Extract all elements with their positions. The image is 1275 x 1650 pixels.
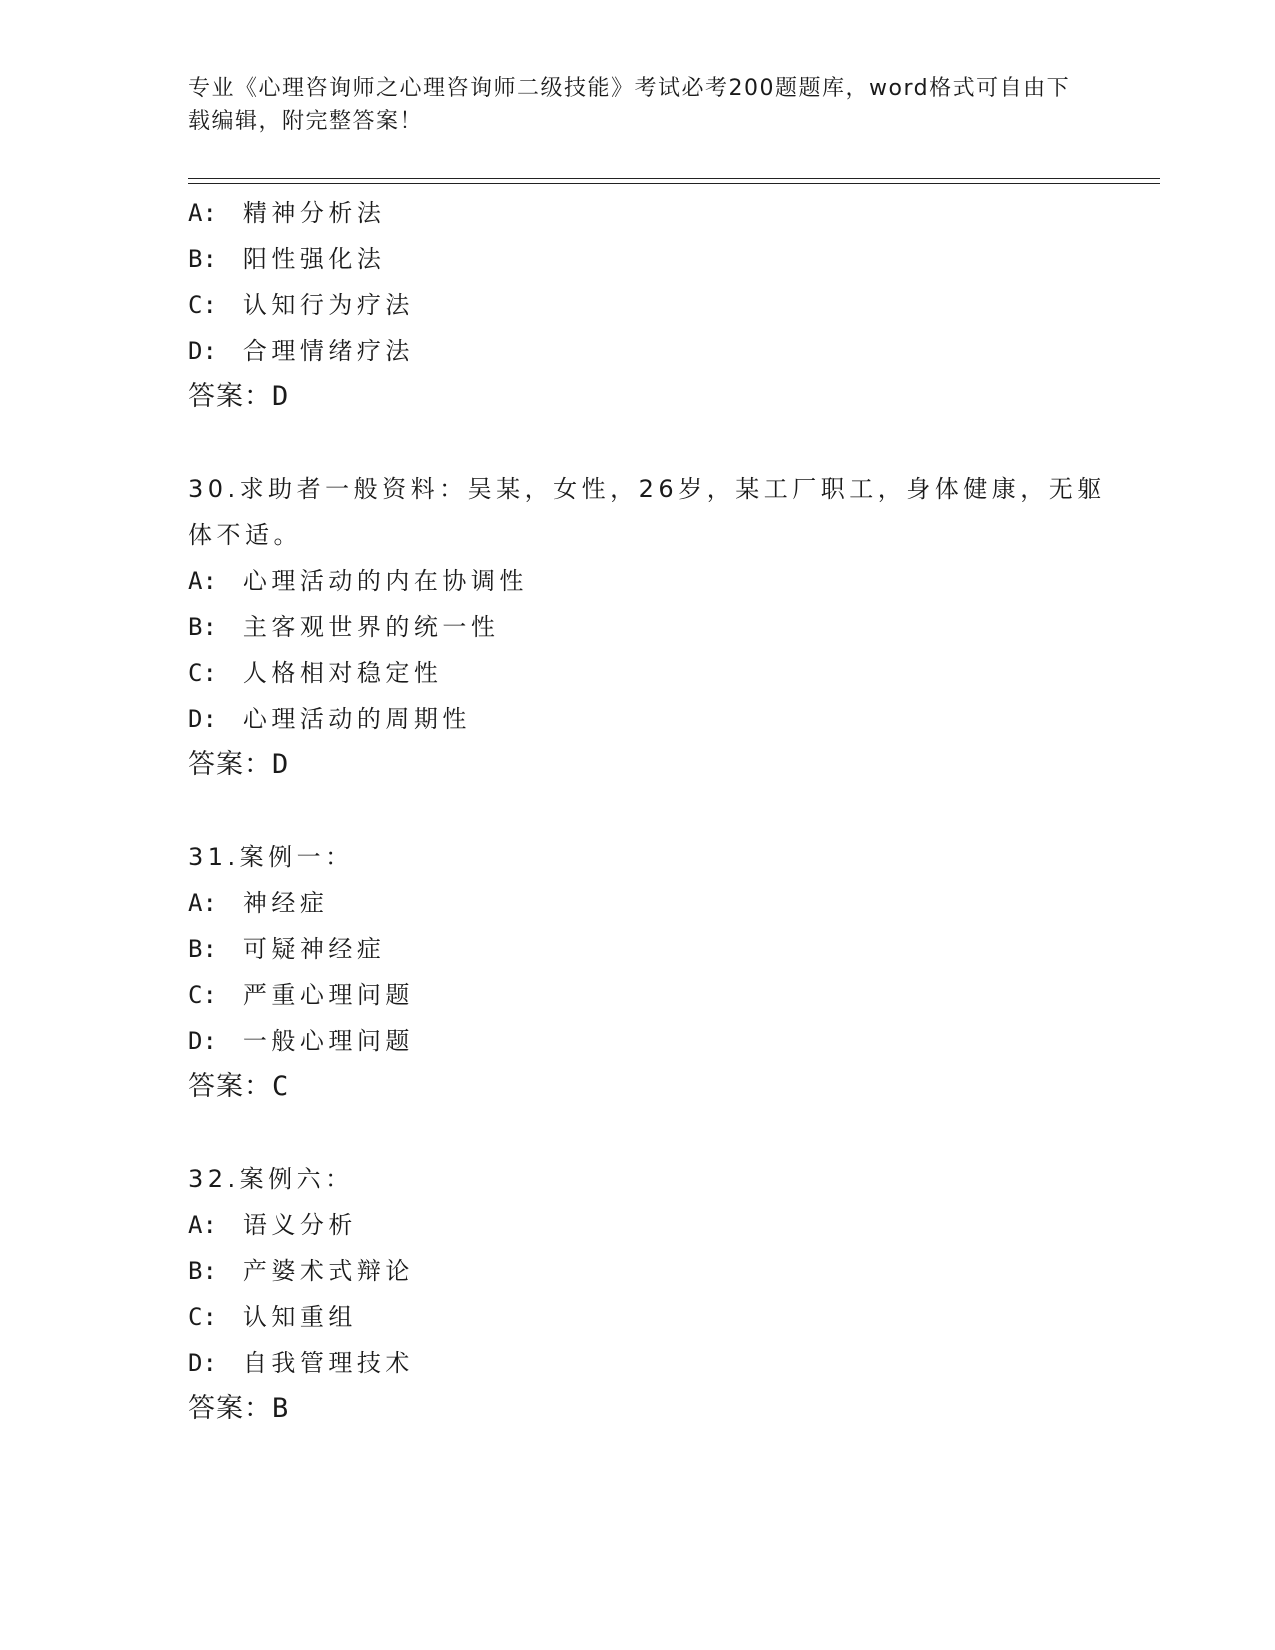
answer-line bbox=[188, 742, 1128, 788]
option-letter: D bbox=[188, 337, 203, 365]
answer-value: C bbox=[272, 1071, 290, 1102]
option-separator: : bbox=[202, 567, 217, 595]
option-letter: A bbox=[188, 1211, 203, 1239]
option-text: 神经症 bbox=[242, 889, 329, 917]
option-text: 人格相对稳定性 bbox=[242, 659, 443, 687]
option-separator: : bbox=[202, 1303, 217, 1331]
option-separator: : bbox=[202, 199, 217, 227]
option-letter: C bbox=[188, 291, 203, 319]
question-stem: 31.案例一： bbox=[188, 843, 354, 871]
header-divider-top bbox=[188, 178, 1160, 179]
option-separator: : bbox=[202, 981, 217, 1009]
option-letter: A bbox=[188, 567, 203, 595]
option-text: 一般心理问题 bbox=[242, 1027, 414, 1055]
option-a bbox=[188, 558, 1128, 604]
option-letter: D bbox=[188, 1349, 203, 1377]
option-d bbox=[188, 328, 1128, 374]
option-text: 自我管理技术 bbox=[242, 1349, 414, 1377]
option-text: 心理活动的内在协调性 bbox=[242, 567, 528, 595]
option-letter: C bbox=[188, 659, 203, 687]
answer-label: 答案： bbox=[188, 749, 272, 780]
option-a bbox=[188, 190, 1128, 236]
option-separator: : bbox=[202, 935, 217, 963]
answer-label: 答案： bbox=[188, 1393, 272, 1424]
answer-label: 答案： bbox=[188, 1071, 272, 1102]
answer-value: B bbox=[272, 1393, 290, 1424]
option-text: 合理情绪疗法 bbox=[242, 337, 414, 365]
option-separator: : bbox=[202, 1257, 217, 1285]
option-letter: B bbox=[188, 245, 203, 273]
option-text: 产婆术式辩论 bbox=[242, 1257, 414, 1285]
answer-line bbox=[188, 1064, 1128, 1110]
option-text: 认知重组 bbox=[242, 1303, 357, 1331]
option-d bbox=[188, 1340, 1128, 1386]
option-b bbox=[188, 236, 1128, 282]
option-d bbox=[188, 1018, 1128, 1064]
option-separator: : bbox=[202, 1211, 217, 1239]
question-block-31 bbox=[188, 834, 1128, 1110]
option-separator: : bbox=[202, 245, 217, 273]
option-text: 主客观世界的统一性 bbox=[242, 613, 500, 641]
document-body bbox=[188, 190, 1128, 1478]
option-letter: A bbox=[188, 889, 203, 917]
option-text: 阳性强化法 bbox=[242, 245, 386, 273]
option-c bbox=[188, 282, 1128, 328]
header-divider-bottom bbox=[188, 183, 1160, 184]
question-block-30 bbox=[188, 466, 1128, 788]
option-a bbox=[188, 880, 1128, 926]
option-letter: C bbox=[188, 1303, 203, 1331]
option-text: 语义分析 bbox=[242, 1211, 357, 1239]
option-letter: D bbox=[188, 1027, 203, 1055]
option-c bbox=[188, 972, 1128, 1018]
option-text: 心理活动的周期性 bbox=[242, 705, 471, 733]
option-separator: : bbox=[202, 1349, 217, 1377]
answer-line bbox=[188, 374, 1128, 420]
option-letter: B bbox=[188, 935, 203, 963]
option-d bbox=[188, 696, 1128, 742]
option-text: 可疑神经症 bbox=[242, 935, 386, 963]
option-b bbox=[188, 604, 1128, 650]
option-text: 精神分析法 bbox=[242, 199, 386, 227]
question-stem: 30.求助者一般资料：吴某，女性，26岁，某工厂职工，身体健康，无躯体不适。 bbox=[188, 475, 1106, 549]
option-separator: : bbox=[202, 659, 217, 687]
answer-label: 答案： bbox=[188, 381, 272, 412]
option-separator: : bbox=[202, 291, 217, 319]
option-text: 认知行为疗法 bbox=[242, 291, 414, 319]
option-letter: B bbox=[188, 1257, 203, 1285]
question-block-32 bbox=[188, 1156, 1128, 1432]
option-a bbox=[188, 1202, 1128, 1248]
option-letter: B bbox=[188, 613, 203, 641]
option-letter: D bbox=[188, 705, 203, 733]
option-letter: A bbox=[188, 199, 203, 227]
answer-line bbox=[188, 1386, 1128, 1432]
header-intro-text: 专业《心理咨询师之心理咨询师二级技能》考试必考200题题库，word格式可自由下载编辑，附完整答案！ bbox=[188, 76, 1071, 134]
question-stem: 32.案例六： bbox=[188, 1165, 354, 1193]
option-b bbox=[188, 926, 1128, 972]
answer-value: D bbox=[272, 749, 290, 780]
option-c bbox=[188, 650, 1128, 696]
option-c bbox=[188, 1294, 1128, 1340]
option-separator: : bbox=[202, 1027, 217, 1055]
option-separator: : bbox=[202, 705, 217, 733]
option-text: 严重心理问题 bbox=[242, 981, 414, 1009]
document-header bbox=[188, 72, 1088, 138]
option-letter: C bbox=[188, 981, 203, 1009]
option-separator: : bbox=[202, 613, 217, 641]
question-block-29 bbox=[188, 190, 1128, 420]
option-b bbox=[188, 1248, 1128, 1294]
answer-value: D bbox=[272, 381, 290, 412]
option-separator: : bbox=[202, 337, 217, 365]
option-separator: : bbox=[202, 889, 217, 917]
